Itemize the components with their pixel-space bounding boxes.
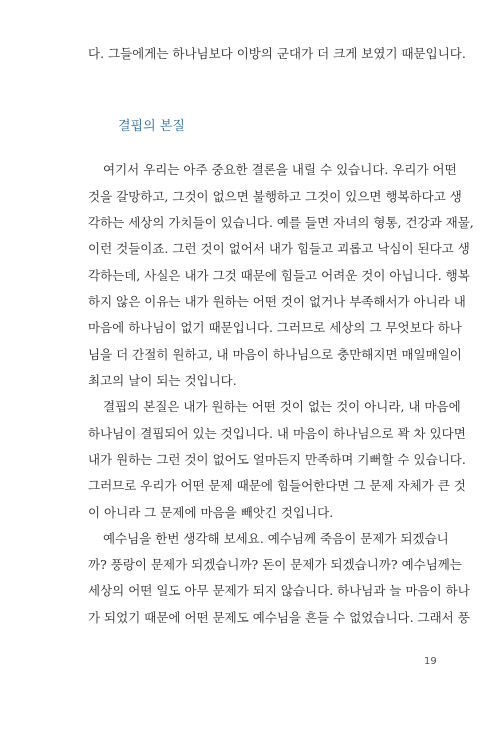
text-line: 님을 더 간절히 원하고, 내 마음이 하나님으로 충만해지면 매일매일이 (88, 347, 462, 362)
section-title: 결핍의 본질 (118, 119, 185, 134)
text-line: 결핍의 본질은 내가 원하는 어떤 것이 없는 것이 아니라, 내 마음에 (103, 399, 461, 414)
text-line: 각하는 세상의 가치들이 있습니다. 예를 들면 자녀의 형통, 건강과 재물, (88, 215, 474, 230)
text-line-continuation: 다. 그들에게는 하나님보다 이방의 군대가 더 크게 보였기 때문입니다. (88, 46, 466, 61)
text-line: 각하는데, 사실은 내가 그것 때문에 힘들고 어려운 것이 아닙니다. 행복 (88, 268, 470, 283)
text-line: 마음에 하나님이 없기 때문입니다. 그러므로 세상의 그 무엇보다 하나 (88, 320, 462, 335)
text-line: 세상의 어떤 일도 아무 문제가 되지 않습니다. 하나님과 늘 마음이 하나 (88, 583, 470, 598)
text-line: 까? 풍랑이 문제가 되겠습니까? 돈이 문제가 되겠습니까? 예수님께는 (88, 557, 462, 572)
text-line: 가 되었기 때문에 어떤 문제도 예수님을 흔들 수 없었습니다. 그래서 풍 (88, 610, 470, 625)
text-line: 하나님이 결핍되어 있는 것입니다. 내 마음이 하나님으로 꽉 차 있다면 (88, 426, 466, 441)
text-line: 이런 것들이죠. 그런 것이 없어서 내가 힘들고 괴롭고 낙심이 된다고 생 (88, 241, 470, 256)
text-line: 하지 않은 이유는 내가 원하는 어떤 것이 없거나 부족해서가 아니라 내 (88, 294, 466, 309)
text-line: 이 아니라 그 문제에 마음을 빼앗긴 것입니다. (88, 505, 334, 520)
text-line: 것을 갈망하고, 그것이 없으면 불행하고 그것이 있으면 행복하다고 생 (88, 189, 462, 204)
text-line: 내가 원하는 그런 것이 없어도 얼마든지 만족하며 기뻐할 수 있습니다. (88, 452, 466, 467)
page-number: 19 (424, 656, 437, 667)
text-line: 예수님을 한번 생각해 보세요. 예수님께 죽음이 문제가 되겠습니 (103, 531, 449, 546)
text-line: 그러므로 우리가 어떤 문제 때문에 힘들어한다면 그 문제 자체가 큰 것 (88, 478, 466, 493)
text-line: 최고의 날이 되는 것입니다. (88, 373, 237, 388)
text-line: 여기서 우리는 아주 중요한 결론을 내릴 수 있습니다. 우리가 어떤 (103, 162, 457, 177)
